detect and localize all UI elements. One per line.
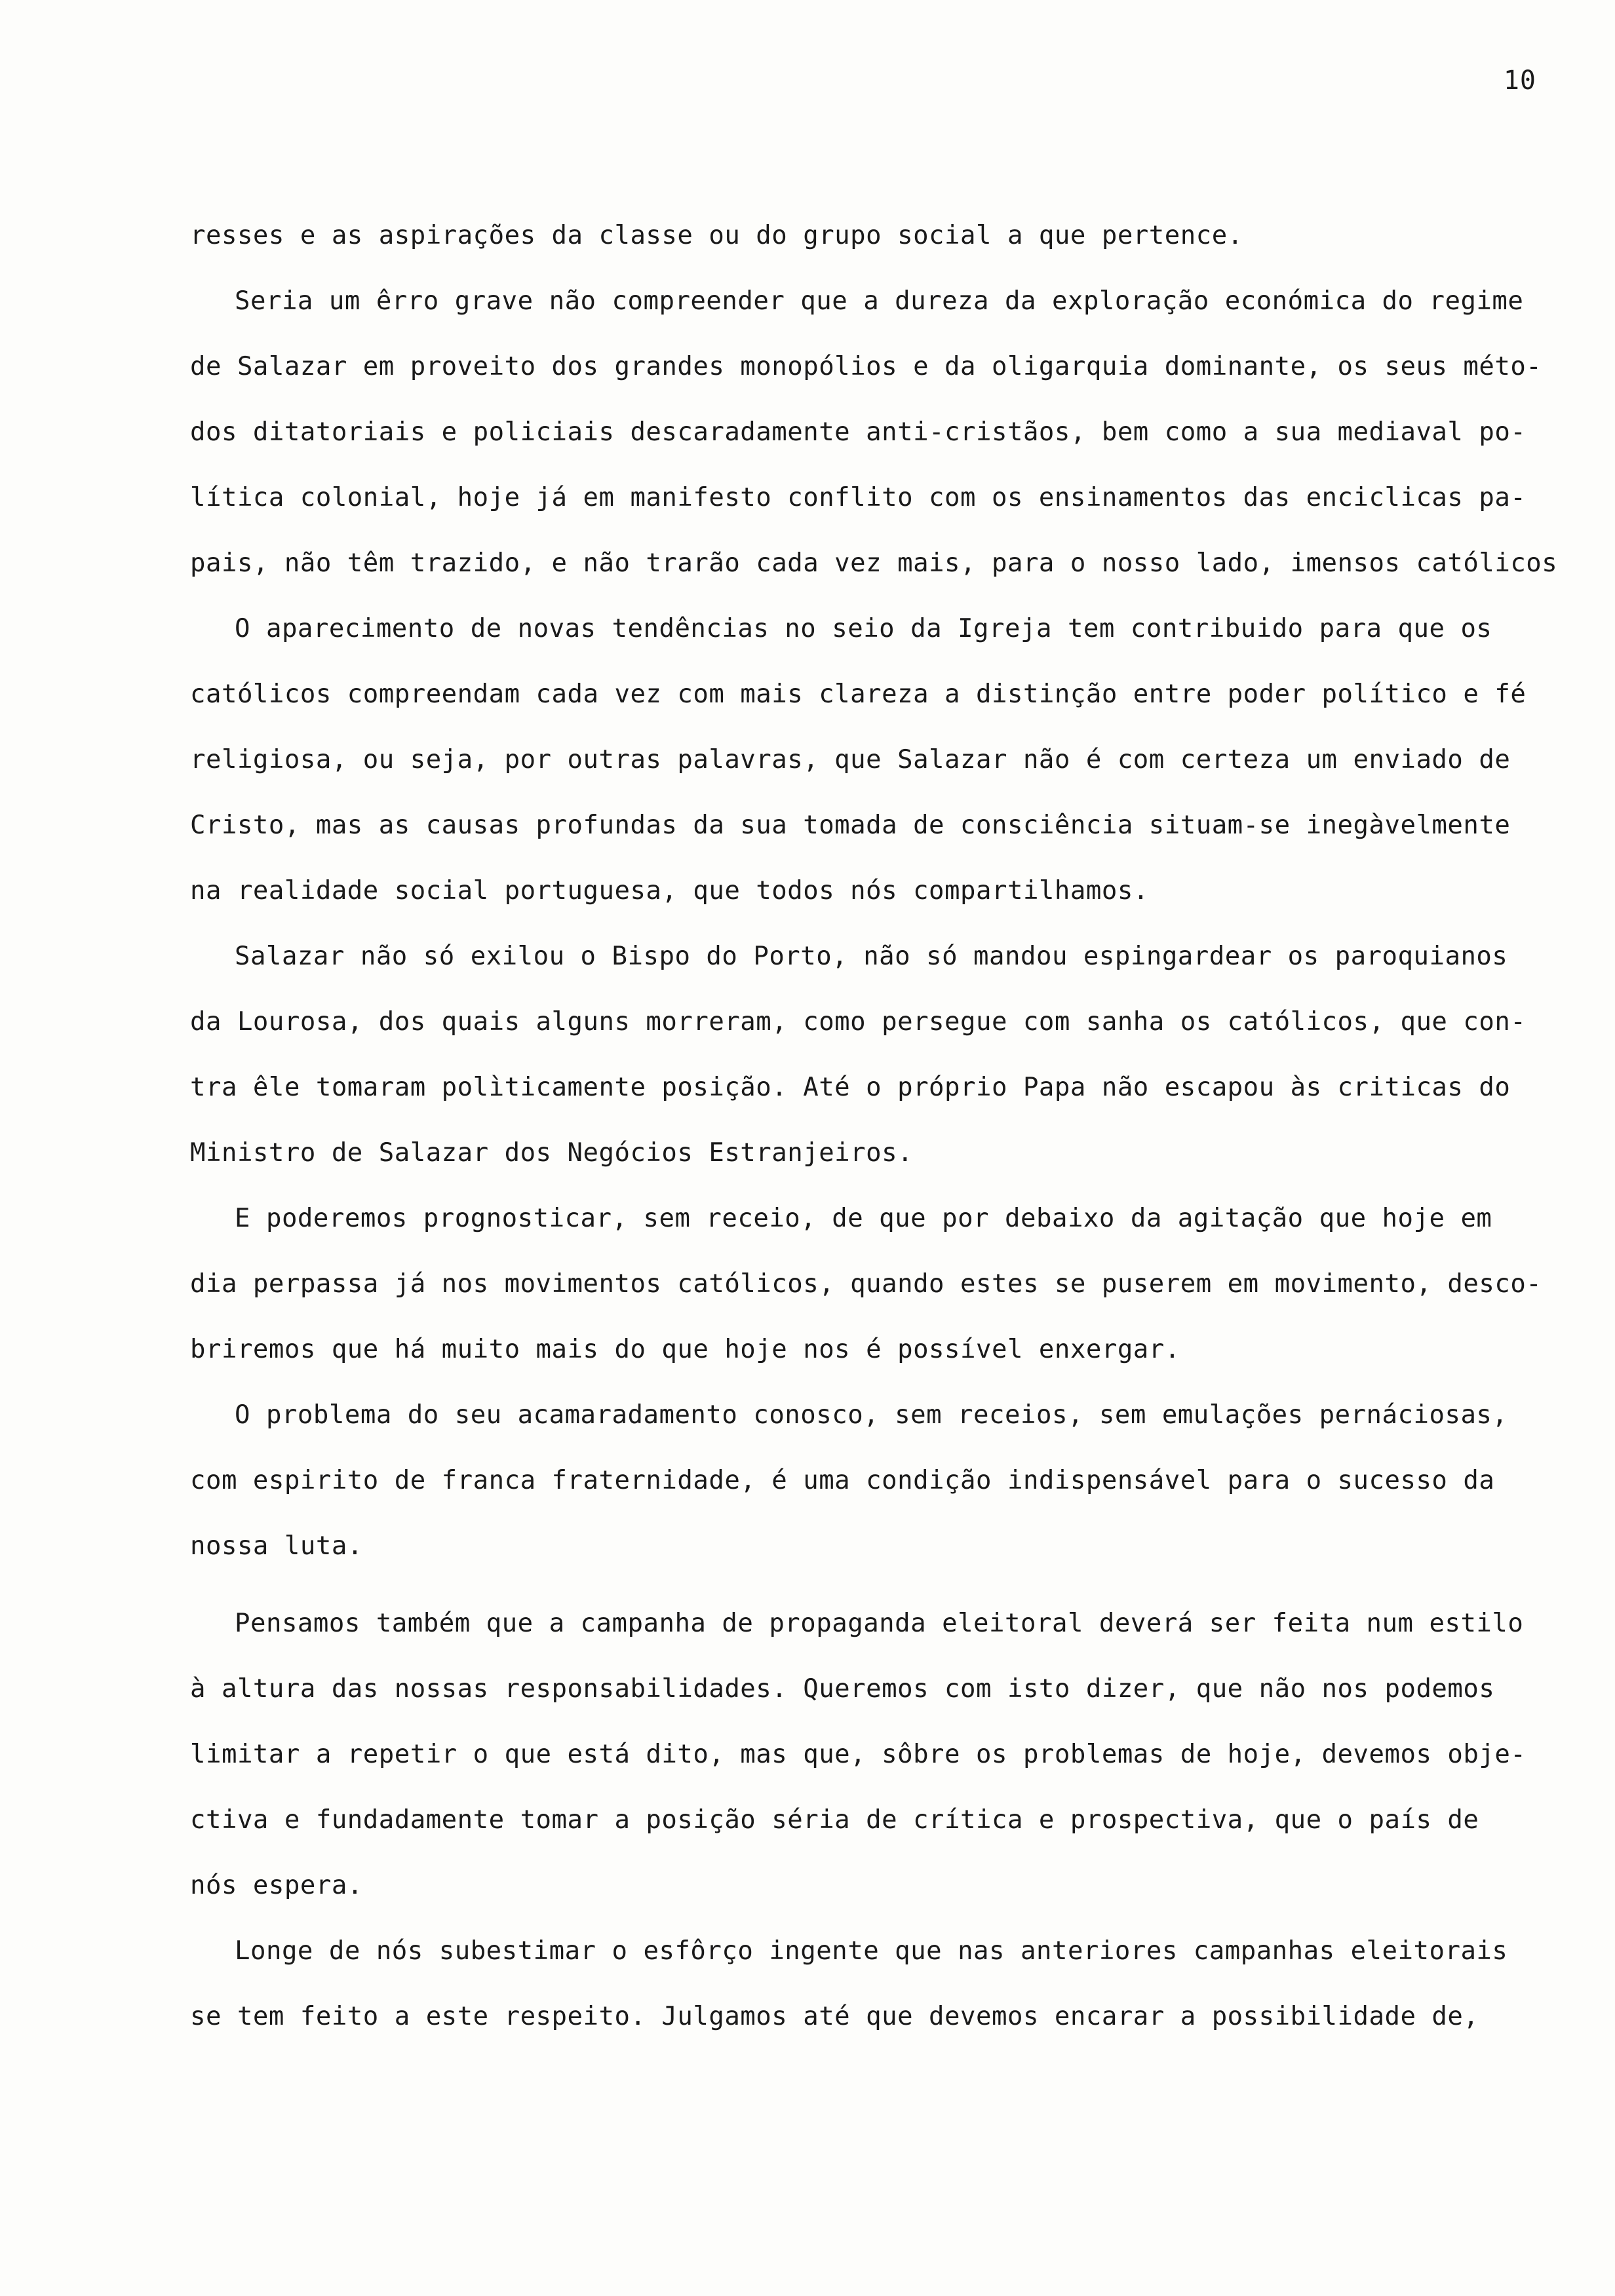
text-line: na realidade social portuguesa, que todos nós compartilhamos. <box>190 876 1149 906</box>
text-line: Salazar não só exilou o Bispo do Porto, não só mandou espingardear os paroquianos <box>235 942 1508 971</box>
text-line: dia perpassa já nos movimentos católicos, quando estes se puserem em movimento, desco- <box>190 1269 1542 1299</box>
text-line: briremos que há muito mais do que hoje nos é possível enxergar. <box>190 1335 1180 1364</box>
text-line: de Salazar em proveito dos grandes monopólios e da oligarquia dominante, os seus méto- <box>190 352 1542 381</box>
text-line: resses e as aspirações da classe ou do grupo social a que pertence. <box>190 221 1243 250</box>
text-line: Cristo, mas as causas profundas da sua tomada de consciência situam-se inegàvelmente <box>190 811 1511 840</box>
text-line: dos ditatoriais e policiais descaradamente anti-cristãos, bem como a sua mediaval po- <box>190 417 1527 447</box>
text-line: tra êle tomaram polìticamente posição. Até o próprio Papa não escapou às criticas do <box>190 1073 1511 1102</box>
text-line: Ministro de Salazar dos Negócios Estranjeiros. <box>190 1138 914 1168</box>
text-line: se tem feito a este respeito. Julgamos até que devemos encarar a possibilidade de, <box>190 2002 1479 2031</box>
text-line: com espirito de franca fraternidade, é uma condição indispensável para o sucesso da <box>190 1466 1495 1495</box>
text-line: E poderemos prognosticar, sem receio, de que por debaixo da agitação que hoje em <box>235 1204 1492 1233</box>
text-line: Pensamos também que a campanha de propaganda eleitoral deverá ser feita num estilo <box>235 1609 1524 1638</box>
text-line: Seria um êrro grave não compreender que a dureza da exploração económica do regime <box>235 286 1524 316</box>
body-text <box>190 203 1599 2050</box>
text-line: católicos compreendam cada vez com mais clareza a distinção entre poder político e fé <box>190 679 1527 709</box>
text-line: pais, não têm trazido, e não trarão cada vez mais, para o nosso lado, imensos católicos <box>190 548 1558 578</box>
text-line: lítica colonial, hoje já em manifesto conflito com os ensinamentos das enciclicas pa- <box>190 483 1527 512</box>
text-line: limitar a repetir o que está dito, mas que, sôbre os problemas de hoje, devemos obje- <box>190 1740 1527 1769</box>
text-line: ctiva e fundadamente tomar a posição séria de crítica e prospectiva, que o país de <box>190 1805 1479 1835</box>
text-line: Longe de nós subestimar o esfôrço ingente que nas anteriores campanhas eleitorais <box>235 1936 1508 1966</box>
text-line: O aparecimento de novas tendências no seio da Igreja tem contribuido para que os <box>235 614 1492 643</box>
text-line: nós espera. <box>190 1871 363 1900</box>
text-line: religiosa, ou seja, por outras palavras, que Salazar não é com certeza um enviado de <box>190 745 1511 775</box>
text-line: da Lourosa, dos quais alguns morreram, como persegue com sanha os católicos, que con- <box>190 1007 1527 1037</box>
text-line: O problema do seu acamaradamento conosco, sem receios, sem emulações pernáciosas, <box>235 1400 1508 1430</box>
page-number: 10 <box>1503 66 1536 96</box>
text-line: à altura das nossas responsabilidades. Queremos com isto dizer, que não nos podemos <box>190 1674 1495 1704</box>
text-line: nossa luta. <box>190 1531 363 1561</box>
